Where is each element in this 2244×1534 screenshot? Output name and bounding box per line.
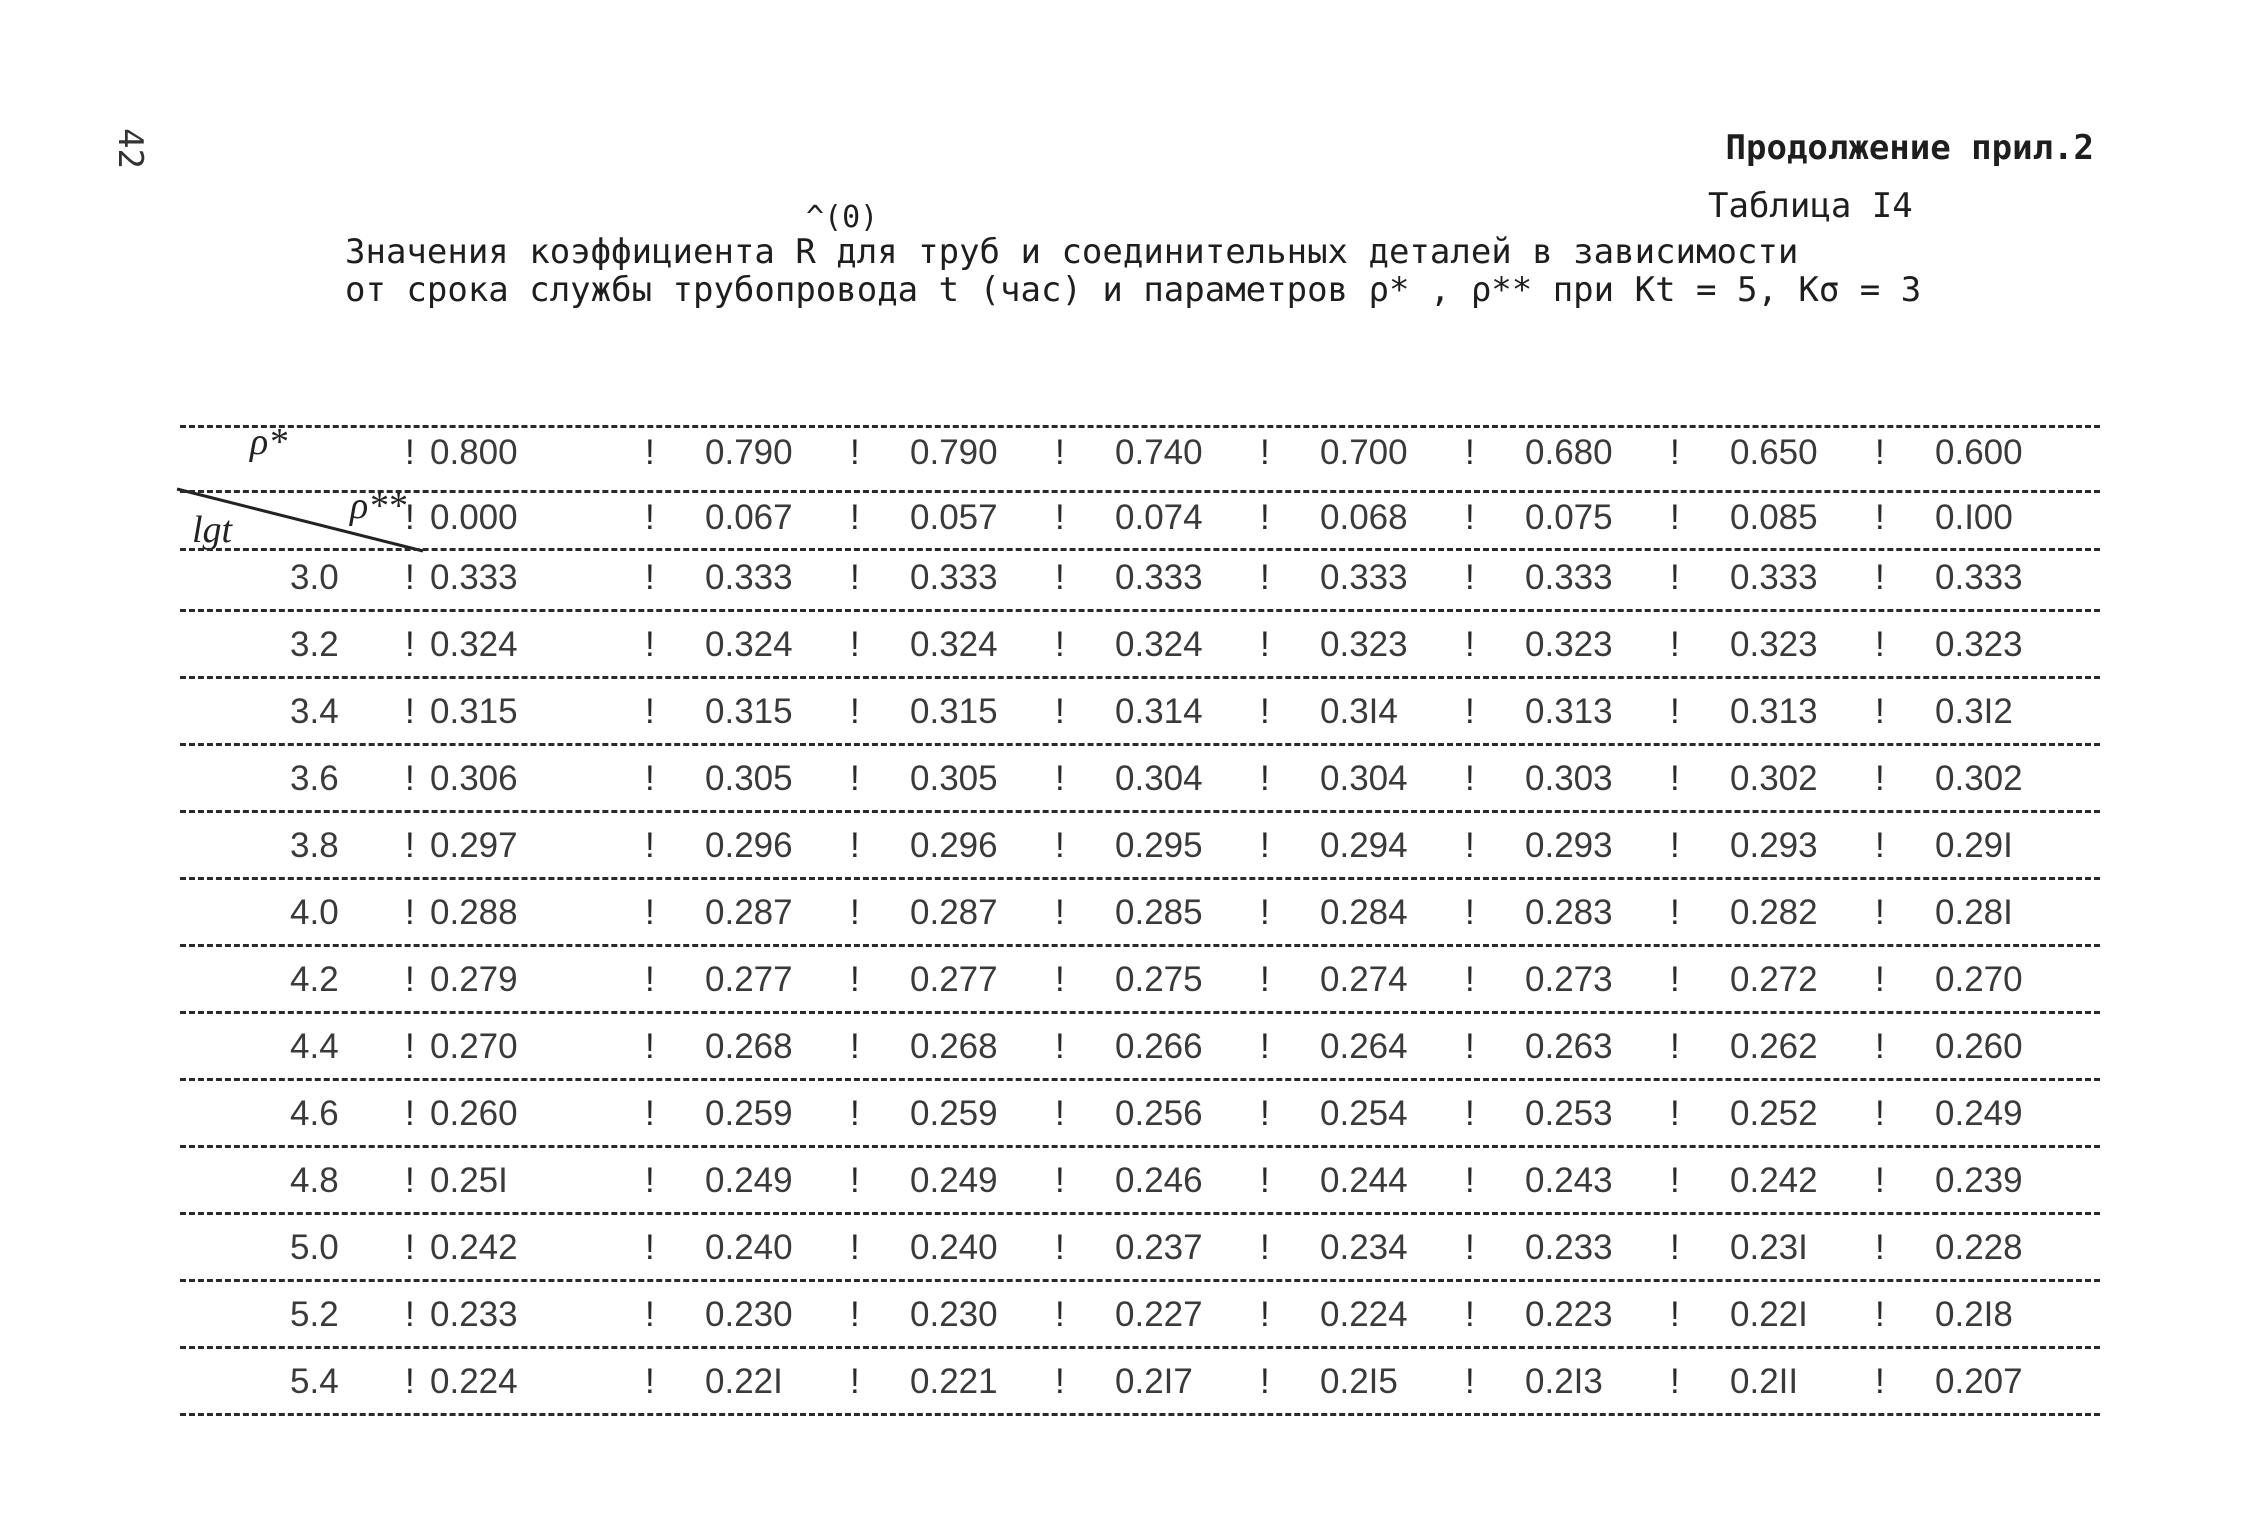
column-separator: ! <box>1260 1228 1270 1267</box>
column-separator: ! <box>1055 1228 1065 1267</box>
value-cell: 0.294 <box>1320 826 1408 865</box>
column-separator: ! <box>645 1161 655 1200</box>
column-separator: ! <box>405 960 415 999</box>
value-cell: 0.262 <box>1730 1027 1818 1066</box>
value-cell: 0.333 <box>1525 558 1613 597</box>
column-separator: ! <box>850 960 860 999</box>
value-cell: 0.259 <box>910 1094 998 1133</box>
value-cell: 0.260 <box>1935 1027 2023 1066</box>
row-rule <box>180 1145 2100 1148</box>
row-rule <box>180 944 2100 947</box>
value-cell: 0.293 <box>1525 826 1613 865</box>
column-separator: ! <box>405 826 415 865</box>
value-cell: 0.000 <box>430 498 518 537</box>
column-separator: ! <box>1670 1161 1680 1200</box>
value-cell: 0.29I <box>1935 826 2013 865</box>
value-cell: 0.266 <box>1115 1027 1203 1066</box>
column-separator: ! <box>1875 1228 1885 1267</box>
column-separator: ! <box>1465 1362 1475 1401</box>
column-separator: ! <box>850 692 860 731</box>
row-rule <box>180 490 2100 493</box>
column-separator: ! <box>1670 893 1680 932</box>
column-separator: ! <box>1465 433 1475 472</box>
value-cell: 0.305 <box>705 759 793 798</box>
value-cell: 0.315 <box>705 692 793 731</box>
value-cell: 0.239 <box>1935 1161 2023 1200</box>
column-separator: ! <box>405 625 415 664</box>
value-cell: 0.252 <box>1730 1094 1818 1133</box>
value-cell: 0.304 <box>1115 759 1203 798</box>
value-cell: 0.233 <box>430 1295 518 1334</box>
value-cell: 0.207 <box>1935 1362 2023 1401</box>
column-separator: ! <box>1670 1027 1680 1066</box>
value-cell: 0.253 <box>1525 1094 1613 1133</box>
value-cell: 0.306 <box>430 759 518 798</box>
column-separator: ! <box>850 1027 860 1066</box>
value-cell: 0.259 <box>705 1094 793 1133</box>
value-cell: 0.230 <box>910 1295 998 1334</box>
value-cell: 0.25I <box>430 1161 508 1200</box>
column-separator: ! <box>1875 692 1885 731</box>
value-cell: 0.221 <box>910 1362 998 1401</box>
lgt-cell: 4.0 <box>290 893 339 932</box>
rho-star2-header: ρ** <box>350 485 407 527</box>
value-cell: 0.264 <box>1320 1027 1408 1066</box>
column-separator: ! <box>1055 625 1065 664</box>
column-separator: ! <box>645 1094 655 1133</box>
column-separator: ! <box>1465 1027 1475 1066</box>
value-cell: 0.240 <box>910 1228 998 1267</box>
value-cell: 0.22I <box>705 1362 783 1401</box>
page-number: 42 <box>110 128 150 169</box>
column-separator: ! <box>645 1228 655 1267</box>
value-cell: 0.282 <box>1730 893 1818 932</box>
value-cell: 0.302 <box>1730 759 1818 798</box>
column-separator: ! <box>405 692 415 731</box>
value-cell: 0.254 <box>1320 1094 1408 1133</box>
value-cell: 0.315 <box>430 692 518 731</box>
column-separator: ! <box>1875 1295 1885 1334</box>
column-separator: ! <box>1465 625 1475 664</box>
lgt-cell: 5.2 <box>290 1295 339 1334</box>
value-cell: 0.293 <box>1730 826 1818 865</box>
table-label: Таблица I4 <box>1708 186 1913 226</box>
column-separator: ! <box>1260 558 1270 597</box>
column-separator: ! <box>1670 1228 1680 1267</box>
value-cell: 0.2II <box>1730 1362 1799 1401</box>
value-cell: 0.256 <box>1115 1094 1203 1133</box>
column-separator: ! <box>1055 692 1065 731</box>
row-rule <box>180 609 2100 612</box>
row-rule <box>180 743 2100 746</box>
lgt-cell: 3.6 <box>290 759 339 798</box>
column-separator: ! <box>645 759 655 798</box>
row-rule <box>180 810 2100 813</box>
lgt-cell: 3.8 <box>290 826 339 865</box>
value-cell: 0.333 <box>910 558 998 597</box>
value-cell: 0.057 <box>910 498 998 537</box>
value-cell: 0.800 <box>430 433 518 472</box>
column-separator: ! <box>1875 1161 1885 1200</box>
value-cell: 0.275 <box>1115 960 1203 999</box>
lgt-cell: 5.4 <box>290 1362 339 1401</box>
column-separator: ! <box>1875 893 1885 932</box>
column-separator: ! <box>405 558 415 597</box>
column-separator: ! <box>1875 498 1885 537</box>
row-rule <box>180 548 2100 551</box>
value-cell: 0.272 <box>1730 960 1818 999</box>
column-separator: ! <box>1465 960 1475 999</box>
value-cell: 0.740 <box>1115 433 1203 472</box>
value-cell: 0.249 <box>705 1161 793 1200</box>
value-cell: 0.303 <box>1525 759 1613 798</box>
value-cell: 0.268 <box>910 1027 998 1066</box>
value-cell: 0.700 <box>1320 433 1408 472</box>
value-cell: 0.237 <box>1115 1228 1203 1267</box>
column-separator: ! <box>1670 625 1680 664</box>
column-separator: ! <box>645 1027 655 1066</box>
column-separator: ! <box>850 759 860 798</box>
column-separator: ! <box>405 498 415 537</box>
value-cell: 0.224 <box>1320 1295 1408 1334</box>
column-separator: ! <box>1260 625 1270 664</box>
value-cell: 0.279 <box>430 960 518 999</box>
column-separator: ! <box>645 625 655 664</box>
column-separator: ! <box>405 1027 415 1066</box>
column-separator: ! <box>1260 893 1270 932</box>
column-separator: ! <box>850 558 860 597</box>
column-separator: ! <box>1260 826 1270 865</box>
column-separator: ! <box>1465 558 1475 597</box>
column-separator: ! <box>1055 960 1065 999</box>
column-separator: ! <box>1055 1362 1065 1401</box>
value-cell: 0.790 <box>910 433 998 472</box>
value-cell: 0.074 <box>1115 498 1203 537</box>
column-separator: ! <box>1875 1094 1885 1133</box>
value-cell: 0.249 <box>910 1161 998 1200</box>
value-cell: 0.650 <box>1730 433 1818 472</box>
column-separator: ! <box>1055 893 1065 932</box>
value-cell: 0.304 <box>1320 759 1408 798</box>
column-separator: ! <box>1055 433 1065 472</box>
value-cell: 0.244 <box>1320 1161 1408 1200</box>
column-separator: ! <box>1875 960 1885 999</box>
value-cell: 0.302 <box>1935 759 2023 798</box>
column-separator: ! <box>645 826 655 865</box>
value-cell: 0.2I7 <box>1115 1362 1193 1401</box>
value-cell: 0.28I <box>1935 893 2013 932</box>
column-separator: ! <box>405 1094 415 1133</box>
value-cell: 0.324 <box>705 625 793 664</box>
column-separator: ! <box>1260 692 1270 731</box>
row-rule <box>180 1346 2100 1349</box>
column-separator: ! <box>1465 1295 1475 1334</box>
lgt-cell: 5.0 <box>290 1228 339 1267</box>
column-separator: ! <box>1670 960 1680 999</box>
column-separator: ! <box>1670 498 1680 537</box>
value-cell: 0.22I <box>1730 1295 1808 1334</box>
value-cell: 0.242 <box>430 1228 518 1267</box>
value-cell: 0.333 <box>430 558 518 597</box>
value-cell: 0.323 <box>1525 625 1613 664</box>
lgt-header: lgt <box>192 509 233 551</box>
value-cell: 0.313 <box>1730 692 1818 731</box>
column-separator: ! <box>1055 498 1065 537</box>
value-cell: 0.242 <box>1730 1161 1818 1200</box>
column-separator: ! <box>1670 1094 1680 1133</box>
column-separator: ! <box>645 692 655 731</box>
value-cell: 0.288 <box>430 893 518 932</box>
value-cell: 0.323 <box>1320 625 1408 664</box>
column-separator: ! <box>1465 498 1475 537</box>
column-separator: ! <box>1670 1295 1680 1334</box>
value-cell: 0.333 <box>705 558 793 597</box>
column-separator: ! <box>405 1362 415 1401</box>
column-separator: ! <box>645 1295 655 1334</box>
value-cell: 0.230 <box>705 1295 793 1334</box>
value-cell: 0.243 <box>1525 1161 1613 1200</box>
column-separator: ! <box>1875 826 1885 865</box>
value-cell: 0.323 <box>1935 625 2023 664</box>
value-cell: 0.224 <box>430 1362 518 1401</box>
value-cell: 0.295 <box>1115 826 1203 865</box>
column-separator: ! <box>645 893 655 932</box>
corner-diagonal <box>175 485 435 555</box>
lgt-cell: 3.0 <box>290 558 339 597</box>
column-separator: ! <box>1875 759 1885 798</box>
value-cell: 0.790 <box>705 433 793 472</box>
value-cell: 0.I00 <box>1935 498 2013 537</box>
value-cell: 0.270 <box>430 1027 518 1066</box>
value-cell: 0.333 <box>1115 558 1203 597</box>
row-rule <box>180 1413 2100 1416</box>
lgt-cell: 4.2 <box>290 960 339 999</box>
column-separator: ! <box>850 1161 860 1200</box>
value-cell: 0.268 <box>705 1027 793 1066</box>
column-separator: ! <box>1465 893 1475 932</box>
value-cell: 0.234 <box>1320 1228 1408 1267</box>
row-rule <box>180 1011 2100 1014</box>
column-separator: ! <box>1670 558 1680 597</box>
column-separator: ! <box>1465 1228 1475 1267</box>
column-separator: ! <box>405 1295 415 1334</box>
value-cell: 0.249 <box>1935 1094 2023 1133</box>
value-cell: 0.3I4 <box>1320 692 1398 731</box>
value-cell: 0.2I5 <box>1320 1362 1398 1401</box>
row-rule <box>180 676 2100 679</box>
value-cell: 0.263 <box>1525 1027 1613 1066</box>
value-cell: 0.315 <box>910 692 998 731</box>
column-separator: ! <box>850 1094 860 1133</box>
value-cell: 0.305 <box>910 759 998 798</box>
value-cell: 0.600 <box>1935 433 2023 472</box>
column-separator: ! <box>1465 759 1475 798</box>
value-cell: 0.260 <box>430 1094 518 1133</box>
value-cell: 0.284 <box>1320 893 1408 932</box>
row-rule <box>180 877 2100 880</box>
value-cell: 0.227 <box>1115 1295 1203 1334</box>
column-separator: ! <box>405 759 415 798</box>
value-cell: 0.313 <box>1525 692 1613 731</box>
value-cell: 0.075 <box>1525 498 1613 537</box>
continuation-note: Продолжение прил.2 <box>1725 128 2094 168</box>
value-cell: 0.324 <box>1115 625 1203 664</box>
column-separator: ! <box>1260 960 1270 999</box>
column-separator: ! <box>1670 759 1680 798</box>
lgt-cell: 3.2 <box>290 625 339 664</box>
column-separator: ! <box>1670 433 1680 472</box>
title-line-1: Значения коэффициента R для труб и соединительных деталей в зависимости <box>345 232 1799 272</box>
value-cell: 0.333 <box>1935 558 2023 597</box>
column-separator: ! <box>1055 759 1065 798</box>
column-separator: ! <box>645 498 655 537</box>
value-cell: 0.228 <box>1935 1228 2023 1267</box>
column-separator: ! <box>405 1161 415 1200</box>
value-cell: 0.287 <box>705 893 793 932</box>
value-cell: 0.296 <box>910 826 998 865</box>
column-separator: ! <box>645 558 655 597</box>
value-cell: 0.223 <box>1525 1295 1613 1334</box>
value-cell: 0.333 <box>1320 558 1408 597</box>
value-cell: 0.240 <box>705 1228 793 1267</box>
column-separator: ! <box>1875 558 1885 597</box>
column-separator: ! <box>1260 433 1270 472</box>
column-separator: ! <box>1260 1362 1270 1401</box>
value-cell: 0.314 <box>1115 692 1203 731</box>
column-separator: ! <box>1670 826 1680 865</box>
column-separator: ! <box>1670 1362 1680 1401</box>
value-cell: 0.270 <box>1935 960 2023 999</box>
coefficient-superscript: ^(0) <box>806 200 879 235</box>
column-separator: ! <box>1055 826 1065 865</box>
value-cell: 0.274 <box>1320 960 1408 999</box>
lgt-cell: 4.4 <box>290 1027 339 1066</box>
value-cell: 0.680 <box>1525 433 1613 472</box>
column-separator: ! <box>1055 1027 1065 1066</box>
column-separator: ! <box>405 433 415 472</box>
value-cell: 0.277 <box>705 960 793 999</box>
column-separator: ! <box>850 1295 860 1334</box>
column-separator: ! <box>1465 826 1475 865</box>
value-cell: 0.2I8 <box>1935 1295 2013 1334</box>
column-separator: ! <box>645 960 655 999</box>
column-separator: ! <box>1670 692 1680 731</box>
value-cell: 0.273 <box>1525 960 1613 999</box>
value-cell: 0.277 <box>910 960 998 999</box>
value-cell: 0.323 <box>1730 625 1818 664</box>
value-cell: 0.324 <box>430 625 518 664</box>
column-separator: ! <box>1055 1295 1065 1334</box>
value-cell: 0.333 <box>1730 558 1818 597</box>
column-separator: ! <box>1465 692 1475 731</box>
value-cell: 0.068 <box>1320 498 1408 537</box>
column-separator: ! <box>1875 625 1885 664</box>
column-separator: ! <box>1055 558 1065 597</box>
value-cell: 0.296 <box>705 826 793 865</box>
column-separator: ! <box>405 1228 415 1267</box>
value-cell: 0.3I2 <box>1935 692 2013 731</box>
row-rule <box>180 1212 2100 1215</box>
column-separator: ! <box>850 498 860 537</box>
column-separator: ! <box>1055 1094 1065 1133</box>
column-separator: ! <box>1260 1094 1270 1133</box>
column-separator: ! <box>645 433 655 472</box>
value-cell: 0.285 <box>1115 893 1203 932</box>
lgt-cell: 4.8 <box>290 1161 339 1200</box>
column-separator: ! <box>850 893 860 932</box>
lgt-cell: 4.6 <box>290 1094 339 1133</box>
column-separator: ! <box>1875 1362 1885 1401</box>
row-rule <box>180 425 2100 428</box>
column-separator: ! <box>645 1362 655 1401</box>
column-separator: ! <box>850 625 860 664</box>
column-separator: ! <box>1260 1295 1270 1334</box>
value-cell: 0.085 <box>1730 498 1818 537</box>
column-separator: ! <box>850 1362 860 1401</box>
value-cell: 0.23I <box>1730 1228 1808 1267</box>
value-cell: 0.067 <box>705 498 793 537</box>
value-cell: 0.283 <box>1525 893 1613 932</box>
rho-star-header: ρ* <box>250 421 288 463</box>
value-cell: 0.287 <box>910 893 998 932</box>
column-separator: ! <box>1875 1027 1885 1066</box>
column-separator: ! <box>1260 1161 1270 1200</box>
value-cell: 0.324 <box>910 625 998 664</box>
lgt-cell: 3.4 <box>290 692 339 731</box>
row-rule <box>180 1078 2100 1081</box>
column-separator: ! <box>1055 1161 1065 1200</box>
column-separator: ! <box>850 1228 860 1267</box>
column-separator: ! <box>1465 1094 1475 1133</box>
column-separator: ! <box>1260 498 1270 537</box>
column-separator: ! <box>850 433 860 472</box>
column-separator: ! <box>1875 433 1885 472</box>
column-separator: ! <box>1260 1027 1270 1066</box>
value-cell: 0.246 <box>1115 1161 1203 1200</box>
value-cell: 0.297 <box>430 826 518 865</box>
column-separator: ! <box>405 893 415 932</box>
row-rule <box>180 1279 2100 1282</box>
title-line-2: от срока службы трубопровода t (час) и параметров ρ* , ρ** при Kt = 5, Kσ = 3 <box>345 270 1922 310</box>
column-separator: ! <box>1465 1161 1475 1200</box>
column-separator: ! <box>1260 759 1270 798</box>
value-cell: 0.233 <box>1525 1228 1613 1267</box>
value-cell: 0.2I3 <box>1525 1362 1603 1401</box>
column-separator: ! <box>850 826 860 865</box>
